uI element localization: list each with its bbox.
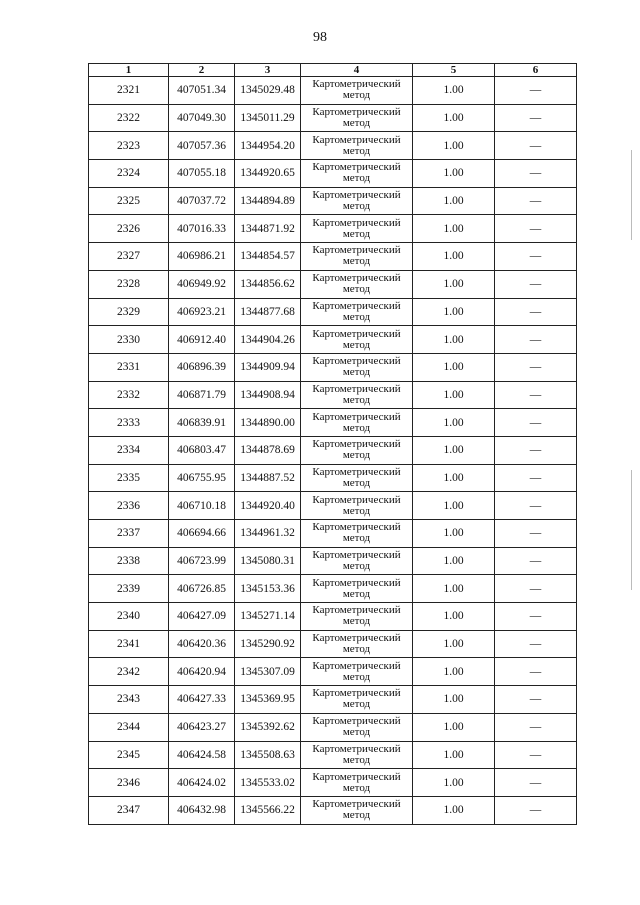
accuracy-cell: 1.00 — [413, 741, 495, 769]
x-coordinate-cell: 406803.47 — [169, 436, 235, 464]
y-coordinate-cell: 1345392.62 — [235, 713, 301, 741]
point-number-cell: 2341 — [89, 630, 169, 658]
accuracy-cell: 1.00 — [413, 547, 495, 575]
y-coordinate-cell: 1344954.20 — [235, 132, 301, 160]
method-cell — [301, 658, 413, 686]
method-cell — [301, 298, 413, 326]
table-row — [89, 575, 577, 603]
x-coordinate-cell: 406871.79 — [169, 381, 235, 409]
point-number-cell: 2322 — [89, 104, 169, 132]
note-cell: — — [495, 741, 577, 769]
method-line-1: Картометрический — [312, 382, 401, 395]
table-row — [89, 658, 577, 686]
accuracy-cell: 1.00 — [413, 492, 495, 520]
accuracy-cell: 1.00 — [413, 326, 495, 354]
method-line-1: Картометрический — [312, 244, 401, 257]
method-line-2: метод — [342, 532, 371, 545]
table-row — [89, 492, 577, 520]
point-number-cell: 2323 — [89, 132, 169, 160]
method-line-2: метод — [342, 698, 371, 711]
x-coordinate-cell: 407037.72 — [169, 187, 235, 215]
point-number-cell: 2336 — [89, 492, 169, 520]
x-coordinate-cell: 406839.91 — [169, 409, 235, 437]
x-coordinate-cell: 406726.85 — [169, 575, 235, 603]
accuracy-cell: 1.00 — [413, 104, 495, 132]
note-cell: — — [495, 769, 577, 797]
method-cell — [301, 270, 413, 298]
accuracy-cell: 1.00 — [413, 187, 495, 215]
y-coordinate-cell: 1344878.69 — [235, 436, 301, 464]
point-number-cell: 2338 — [89, 547, 169, 575]
method-line-1: Картометрический — [312, 632, 401, 645]
column-header-5: 5 — [413, 64, 495, 77]
point-number-cell: 2326 — [89, 215, 169, 243]
x-coordinate-cell: 406420.94 — [169, 658, 235, 686]
accuracy-cell: 1.00 — [413, 796, 495, 824]
accuracy-cell: 1.00 — [413, 381, 495, 409]
point-number-cell: 2334 — [89, 436, 169, 464]
method-line-2: метод — [342, 753, 371, 766]
table-body — [89, 77, 577, 825]
accuracy-cell: 1.00 — [413, 298, 495, 326]
point-number-cell: 2327 — [89, 243, 169, 271]
note-cell: — — [495, 381, 577, 409]
x-coordinate-cell: 406424.02 — [169, 769, 235, 797]
accuracy-cell: 1.00 — [413, 686, 495, 714]
method-line-2: метод — [342, 781, 371, 794]
method-cell — [301, 215, 413, 243]
method-line-2: метод — [342, 726, 371, 739]
y-coordinate-cell: 1344877.68 — [235, 298, 301, 326]
scan-edge-mark — [631, 470, 632, 590]
note-cell: — — [495, 713, 577, 741]
method-line-1: Картометрический — [312, 355, 401, 368]
column-header-6: 6 — [495, 64, 577, 77]
method-line-1: Картометрический — [312, 78, 401, 91]
table-row — [89, 104, 577, 132]
point-number-cell: 2335 — [89, 464, 169, 492]
method-cell — [301, 326, 413, 354]
accuracy-cell: 1.00 — [413, 436, 495, 464]
method-line-1: Картометрический — [312, 659, 401, 672]
method-cell — [301, 713, 413, 741]
method-line-1: Картометрический — [312, 604, 401, 617]
column-header-4: 4 — [301, 64, 413, 77]
y-coordinate-cell: 1345369.95 — [235, 686, 301, 714]
accuracy-cell: 1.00 — [413, 713, 495, 741]
y-coordinate-cell: 1345029.48 — [235, 77, 301, 105]
method-line-2: метод — [342, 670, 371, 683]
accuracy-cell: 1.00 — [413, 603, 495, 631]
method-line-1: Картометрический — [312, 465, 401, 478]
method-line-2: метод — [342, 200, 371, 213]
column-header-1: 1 — [89, 64, 169, 77]
note-cell: — — [495, 492, 577, 520]
method-line-2: метод — [342, 809, 371, 822]
method-line-1: Картометрический — [312, 133, 401, 146]
y-coordinate-cell: 1344856.62 — [235, 270, 301, 298]
y-coordinate-cell: 1344887.52 — [235, 464, 301, 492]
note-cell: — — [495, 326, 577, 354]
method-line-1: Картометрический — [312, 798, 401, 811]
point-number-cell: 2347 — [89, 796, 169, 824]
y-coordinate-cell: 1345508.63 — [235, 741, 301, 769]
accuracy-cell: 1.00 — [413, 658, 495, 686]
table-row — [89, 520, 577, 548]
note-cell: — — [495, 409, 577, 437]
x-coordinate-cell: 406723.99 — [169, 547, 235, 575]
method-line-1: Картометрический — [312, 189, 401, 202]
method-line-1: Картометрический — [312, 410, 401, 423]
x-coordinate-cell: 406427.09 — [169, 603, 235, 631]
point-number-cell: 2339 — [89, 575, 169, 603]
table-row — [89, 160, 577, 188]
x-coordinate-cell: 406420.36 — [169, 630, 235, 658]
point-number-cell: 2337 — [89, 520, 169, 548]
note-cell: — — [495, 796, 577, 824]
method-cell — [301, 77, 413, 105]
accuracy-cell: 1.00 — [413, 769, 495, 797]
method-cell — [301, 409, 413, 437]
page-number: 98 — [313, 30, 327, 45]
method-line-2: метод — [342, 338, 371, 351]
table-header — [89, 64, 577, 77]
y-coordinate-cell: 1345271.14 — [235, 603, 301, 631]
x-coordinate-cell: 407057.36 — [169, 132, 235, 160]
method-line-1: Картометрический — [312, 687, 401, 700]
table-row — [89, 132, 577, 160]
method-line-2: метод — [342, 476, 371, 489]
y-coordinate-cell: 1345011.29 — [235, 104, 301, 132]
method-cell — [301, 630, 413, 658]
table-row — [89, 243, 577, 271]
method-line-2: метод — [342, 89, 371, 102]
point-number-cell: 2330 — [89, 326, 169, 354]
method-cell — [301, 132, 413, 160]
method-line-1: Картометрический — [312, 742, 401, 755]
method-line-1: Картометрический — [312, 216, 401, 229]
y-coordinate-cell: 1344871.92 — [235, 215, 301, 243]
column-header-2: 2 — [169, 64, 235, 77]
method-line-2: метод — [342, 643, 371, 656]
table-row — [89, 630, 577, 658]
method-line-2: метод — [342, 310, 371, 323]
method-cell — [301, 464, 413, 492]
accuracy-cell: 1.00 — [413, 630, 495, 658]
note-cell: — — [495, 132, 577, 160]
note-cell: — — [495, 104, 577, 132]
method-line-1: Картометрический — [312, 576, 401, 589]
accuracy-cell: 1.00 — [413, 409, 495, 437]
method-cell — [301, 492, 413, 520]
table-row — [89, 77, 577, 105]
y-coordinate-cell: 1344894.89 — [235, 187, 301, 215]
table-row — [89, 741, 577, 769]
method-line-2: метод — [342, 393, 371, 406]
y-coordinate-cell: 1344908.94 — [235, 381, 301, 409]
method-cell — [301, 520, 413, 548]
x-coordinate-cell: 406755.95 — [169, 464, 235, 492]
x-coordinate-cell: 407016.33 — [169, 215, 235, 243]
note-cell: — — [495, 243, 577, 271]
note-cell: — — [495, 436, 577, 464]
accuracy-cell: 1.00 — [413, 270, 495, 298]
note-cell: — — [495, 270, 577, 298]
point-number-cell: 2328 — [89, 270, 169, 298]
method-cell — [301, 741, 413, 769]
point-number-cell: 2331 — [89, 353, 169, 381]
y-coordinate-cell: 1344909.94 — [235, 353, 301, 381]
note-cell: — — [495, 160, 577, 188]
point-number-cell: 2333 — [89, 409, 169, 437]
method-line-1: Картометрический — [312, 272, 401, 285]
table-row — [89, 353, 577, 381]
method-line-2: метод — [342, 255, 371, 268]
method-line-2: метод — [342, 172, 371, 185]
point-number-cell: 2329 — [89, 298, 169, 326]
table-row — [89, 547, 577, 575]
note-cell: — — [495, 686, 577, 714]
method-line-1: Картометрический — [312, 549, 401, 562]
point-number-cell: 2321 — [89, 77, 169, 105]
x-coordinate-cell: 407055.18 — [169, 160, 235, 188]
point-number-cell: 2325 — [89, 187, 169, 215]
point-number-cell: 2340 — [89, 603, 169, 631]
note-cell: — — [495, 658, 577, 686]
table-row — [89, 686, 577, 714]
method-line-2: метод — [342, 117, 371, 130]
point-number-cell: 2332 — [89, 381, 169, 409]
note-cell: — — [495, 630, 577, 658]
note-cell: — — [495, 298, 577, 326]
method-cell — [301, 796, 413, 824]
method-cell — [301, 769, 413, 797]
x-coordinate-cell: 406986.21 — [169, 243, 235, 271]
method-line-2: метод — [342, 366, 371, 379]
method-cell — [301, 187, 413, 215]
method-line-2: метод — [342, 560, 371, 573]
note-cell: — — [495, 77, 577, 105]
y-coordinate-cell: 1345307.09 — [235, 658, 301, 686]
table-row — [89, 326, 577, 354]
coordinates-table — [88, 63, 577, 825]
note-cell: — — [495, 520, 577, 548]
y-coordinate-cell: 1344961.32 — [235, 520, 301, 548]
method-cell — [301, 436, 413, 464]
table-row — [89, 603, 577, 631]
y-coordinate-cell: 1345290.92 — [235, 630, 301, 658]
method-cell — [301, 243, 413, 271]
method-line-2: метод — [342, 421, 371, 434]
x-coordinate-cell: 406427.33 — [169, 686, 235, 714]
method-line-1: Картометрический — [312, 106, 401, 119]
y-coordinate-cell: 1345153.36 — [235, 575, 301, 603]
method-line-1: Картометрический — [312, 161, 401, 174]
method-cell — [301, 160, 413, 188]
table-row — [89, 769, 577, 797]
x-coordinate-cell: 407049.30 — [169, 104, 235, 132]
method-line-1: Картометрический — [312, 715, 401, 728]
method-line-1: Картометрический — [312, 521, 401, 534]
scan-edge-mark — [631, 150, 632, 240]
method-cell — [301, 547, 413, 575]
y-coordinate-cell: 1345080.31 — [235, 547, 301, 575]
x-coordinate-cell: 406923.21 — [169, 298, 235, 326]
table-row — [89, 187, 577, 215]
y-coordinate-cell: 1344854.57 — [235, 243, 301, 271]
x-coordinate-cell: 406423.27 — [169, 713, 235, 741]
x-coordinate-cell: 406424.58 — [169, 741, 235, 769]
x-coordinate-cell: 406912.40 — [169, 326, 235, 354]
accuracy-cell: 1.00 — [413, 77, 495, 105]
point-number-cell: 2345 — [89, 741, 169, 769]
method-line-1: Картометрический — [312, 299, 401, 312]
note-cell: — — [495, 603, 577, 631]
table-row — [89, 409, 577, 437]
method-line-2: метод — [342, 504, 371, 517]
method-cell — [301, 381, 413, 409]
point-number-cell: 2324 — [89, 160, 169, 188]
method-line-2: метод — [342, 227, 371, 240]
method-line-1: Картометрический — [312, 438, 401, 451]
accuracy-cell: 1.00 — [413, 243, 495, 271]
method-cell — [301, 104, 413, 132]
y-coordinate-cell: 1344920.65 — [235, 160, 301, 188]
y-coordinate-cell: 1344890.00 — [235, 409, 301, 437]
note-cell: — — [495, 353, 577, 381]
note-cell: — — [495, 464, 577, 492]
x-coordinate-cell: 406694.66 — [169, 520, 235, 548]
x-coordinate-cell: 406710.18 — [169, 492, 235, 520]
note-cell: — — [495, 575, 577, 603]
note-cell: — — [495, 215, 577, 243]
point-number-cell: 2342 — [89, 658, 169, 686]
method-line-2: метод — [342, 283, 371, 296]
table-row — [89, 298, 577, 326]
method-cell — [301, 353, 413, 381]
note-cell: — — [495, 547, 577, 575]
y-coordinate-cell: 1345566.22 — [235, 796, 301, 824]
point-number-cell: 2344 — [89, 713, 169, 741]
accuracy-cell: 1.00 — [413, 132, 495, 160]
accuracy-cell: 1.00 — [413, 160, 495, 188]
x-coordinate-cell: 406432.98 — [169, 796, 235, 824]
column-header-3: 3 — [235, 64, 301, 77]
method-cell — [301, 575, 413, 603]
y-coordinate-cell: 1344920.40 — [235, 492, 301, 520]
table-row — [89, 381, 577, 409]
method-cell — [301, 603, 413, 631]
method-line-1: Картометрический — [312, 327, 401, 340]
method-line-2: метод — [342, 449, 371, 462]
table-row — [89, 270, 577, 298]
table-row — [89, 215, 577, 243]
accuracy-cell: 1.00 — [413, 215, 495, 243]
accuracy-cell: 1.00 — [413, 575, 495, 603]
accuracy-cell: 1.00 — [413, 464, 495, 492]
y-coordinate-cell: 1344904.26 — [235, 326, 301, 354]
x-coordinate-cell: 406896.39 — [169, 353, 235, 381]
x-coordinate-cell: 406949.92 — [169, 270, 235, 298]
accuracy-cell: 1.00 — [413, 520, 495, 548]
method-line-2: метод — [342, 615, 371, 628]
method-line-2: метод — [342, 144, 371, 157]
y-coordinate-cell: 1345533.02 — [235, 769, 301, 797]
method-line-1: Картометрический — [312, 770, 401, 783]
point-number-cell: 2343 — [89, 686, 169, 714]
table-row — [89, 796, 577, 824]
method-line-1: Картометрический — [312, 493, 401, 506]
table-row — [89, 713, 577, 741]
note-cell: — — [495, 187, 577, 215]
x-coordinate-cell: 407051.34 — [169, 77, 235, 105]
method-cell — [301, 686, 413, 714]
header-row — [89, 64, 577, 77]
table-row — [89, 464, 577, 492]
method-line-2: метод — [342, 587, 371, 600]
accuracy-cell: 1.00 — [413, 353, 495, 381]
table-row — [89, 436, 577, 464]
point-number-cell: 2346 — [89, 769, 169, 797]
